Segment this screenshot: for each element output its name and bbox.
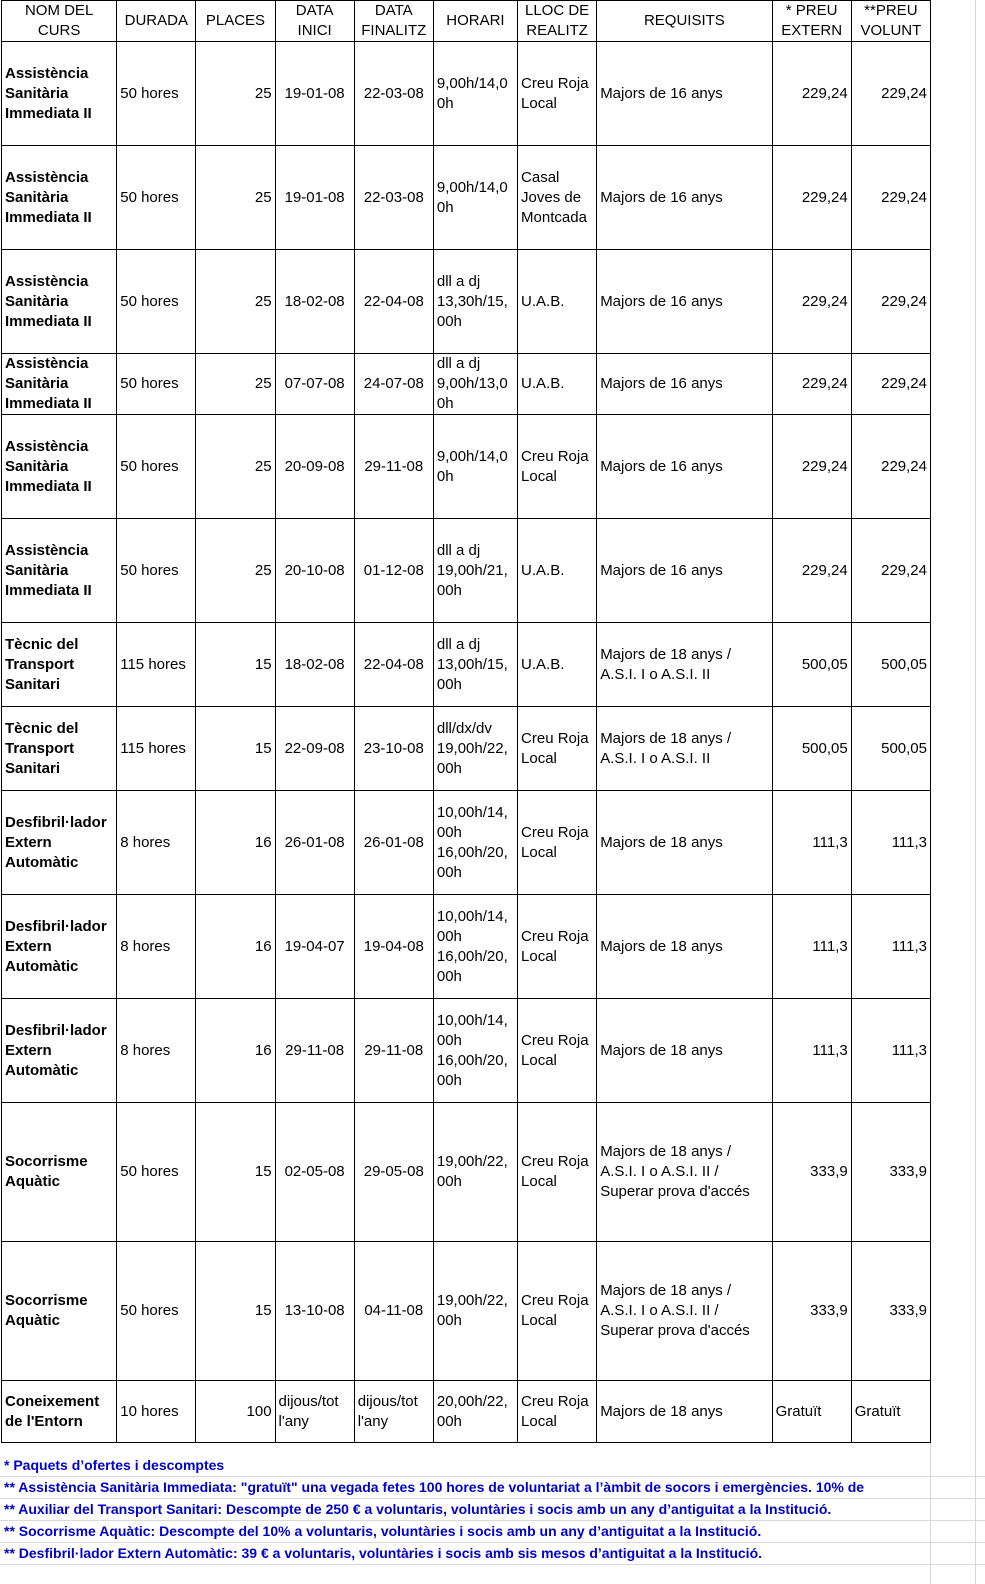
horari-cell: 10,00h/14, 00h 16,00h/20, 00h (433, 999, 517, 1103)
course-name-cell: Socorrisme Aquàtic (2, 1103, 117, 1242)
durada-cell: 50 hores (117, 146, 196, 250)
requisits-cell: Majors de 16 anys (597, 146, 772, 250)
lloc-cell: U.A.B. (518, 354, 597, 415)
footnote: ** Assistència Sanitària Immediata: "gratuït" una vegada fetes 100 hores de voluntariat a l’àmbit de socors i emergències. 10% de (0, 1477, 985, 1499)
data-inici-cell: 19-04-07 (275, 895, 354, 999)
requisits-cell: Majors de 16 anys (597, 250, 772, 354)
lloc-cell: Creu Roja Local (518, 895, 597, 999)
data-final-cell: 22-03-08 (354, 146, 433, 250)
course-name-cell: Assistència Sanitària Immediata II (2, 146, 117, 250)
requisits-cell: Majors de 16 anys (597, 415, 772, 519)
lloc-cell: Creu Roja Local (518, 1103, 597, 1242)
course-name-cell: Tècnic del Transport Sanitari (2, 623, 117, 707)
course-name-cell: Desfibril·lador Extern Automàtic (2, 791, 117, 895)
table-row (2, 1242, 931, 1381)
data-inici-cell: 26-01-08 (275, 791, 354, 895)
header-preu-volunt: **PREU VOLUNT (851, 1, 930, 42)
data-inici-cell: 29-11-08 (275, 999, 354, 1103)
data-final-cell: 22-03-08 (354, 42, 433, 146)
preu-extern-cell: 229,24 (772, 250, 851, 354)
data-inici-cell: 07-07-08 (275, 354, 354, 415)
header-lloc: LLOC DE REALITZ (518, 1, 597, 42)
header-data-inici: DATA INICI (275, 1, 354, 42)
preu-extern-cell: 229,24 (772, 146, 851, 250)
lloc-cell: U.A.B. (518, 519, 597, 623)
header-places: PLACES (196, 1, 275, 42)
lloc-cell: U.A.B. (518, 250, 597, 354)
course-name-cell: Assistència Sanitària Immediata II (2, 519, 117, 623)
data-inici-cell: 18-02-08 (275, 623, 354, 707)
header-durada: DURADA (117, 1, 196, 42)
lloc-cell: Creu Roja Local (518, 415, 597, 519)
requisits-cell: Majors de 16 anys (597, 42, 772, 146)
horari-cell: 9,00h/14,0 0h (433, 146, 517, 250)
course-name-cell: Socorrisme Aquàtic (2, 1242, 117, 1381)
places-cell: 25 (196, 519, 275, 623)
course-name-cell: Assistència Sanitària Immediata II (2, 415, 117, 519)
footnote: ** Socorrisme Aquàtic: Descompte del 10% a voluntaris, voluntàries i socis amb un any d’antiguitat a la Institució. (0, 1521, 985, 1543)
table-row (2, 1381, 931, 1443)
requisits-cell: Majors de 18 anys / A.S.I. I o A.S.I. II (597, 707, 772, 791)
horari-cell: dll a dj 13,30h/15, 00h (433, 250, 517, 354)
horari-cell: 10,00h/14, 00h 16,00h/20, 00h (433, 791, 517, 895)
durada-cell: 8 hores (117, 999, 196, 1103)
preu-volunt-cell: 229,24 (851, 354, 930, 415)
durada-cell: 115 hores (117, 707, 196, 791)
table-row (2, 1103, 931, 1242)
table-row (2, 146, 931, 250)
header-nom: NOM DEL CURS (2, 1, 117, 42)
preu-volunt-cell: 229,24 (851, 146, 930, 250)
preu-extern-cell: 333,9 (772, 1242, 851, 1381)
horari-cell: 10,00h/14, 00h 16,00h/20, 00h (433, 895, 517, 999)
preu-extern-cell: 229,24 (772, 42, 851, 146)
durada-cell: 50 hores (117, 1242, 196, 1381)
places-cell: 25 (196, 415, 275, 519)
footnote: ** Desfibril·lador Extern Automàtic: 39 € a voluntaris, voluntàries i socis amb sis mesos d’antiguitat a la Institució. (0, 1543, 985, 1565)
places-cell: 15 (196, 707, 275, 791)
requisits-cell: Majors de 18 anys (597, 791, 772, 895)
data-final-cell: 23-10-08 (354, 707, 433, 791)
table-row (2, 895, 931, 999)
horari-cell: dll a dj 9,00h/13,0 0h (433, 354, 517, 415)
data-inici-cell: dijous/tot l'any (275, 1381, 354, 1443)
data-final-cell: 04-11-08 (354, 1242, 433, 1381)
data-inici-cell: 18-02-08 (275, 250, 354, 354)
preu-extern-cell: 111,3 (772, 791, 851, 895)
lloc-cell: Creu Roja Local (518, 42, 597, 146)
data-final-cell: 22-04-08 (354, 250, 433, 354)
requisits-cell: Majors de 18 anys / A.S.I. I o A.S.I. II / Superar prova d'accés (597, 1103, 772, 1242)
course-name-cell: Assistència Sanitària Immediata II (2, 42, 117, 146)
durada-cell: 50 hores (117, 519, 196, 623)
preu-volunt-cell: 500,05 (851, 707, 930, 791)
preu-volunt-cell: 229,24 (851, 519, 930, 623)
table-row (2, 354, 931, 415)
preu-extern-cell: 500,05 (772, 623, 851, 707)
horari-cell: dll a dj 13,00h/15, 00h (433, 623, 517, 707)
data-inici-cell: 20-10-08 (275, 519, 354, 623)
places-cell: 16 (196, 999, 275, 1103)
courses-table (1, 0, 931, 1443)
preu-volunt-cell: 111,3 (851, 999, 930, 1103)
table-row (2, 791, 931, 895)
table-row (2, 415, 931, 519)
preu-extern-cell: 229,24 (772, 415, 851, 519)
places-cell: 25 (196, 250, 275, 354)
horari-cell: 9,00h/14,0 0h (433, 42, 517, 146)
data-final-cell: 29-05-08 (354, 1103, 433, 1242)
data-final-cell: 22-04-08 (354, 623, 433, 707)
preu-extern-cell: 111,3 (772, 895, 851, 999)
data-final-cell: 24-07-08 (354, 354, 433, 415)
places-cell: 25 (196, 42, 275, 146)
lloc-cell: Creu Roja Local (518, 1242, 597, 1381)
places-cell: 16 (196, 791, 275, 895)
preu-volunt-cell: 333,9 (851, 1103, 930, 1242)
horari-cell: 9,00h/14,0 0h (433, 415, 517, 519)
places-cell: 15 (196, 1242, 275, 1381)
course-name-cell: Desfibril·lador Extern Automàtic (2, 895, 117, 999)
table-row (2, 519, 931, 623)
requisits-cell: Majors de 18 anys / A.S.I. I o A.S.I. II / Superar prova d'accés (597, 1242, 772, 1381)
requisits-cell: Majors de 18 anys (597, 999, 772, 1103)
places-cell: 25 (196, 354, 275, 415)
preu-extern-cell: 229,24 (772, 519, 851, 623)
data-final-cell: 19-04-08 (354, 895, 433, 999)
durada-cell: 50 hores (117, 1103, 196, 1242)
lloc-cell: U.A.B. (518, 623, 597, 707)
header-data-finalitz: DATA FINALITZ (354, 1, 433, 42)
course-name-cell: Assistència Sanitària Immediata II (2, 250, 117, 354)
header-horari: HORARI (433, 1, 517, 42)
preu-extern-cell: Gratuït (772, 1381, 851, 1443)
places-cell: 100 (196, 1381, 275, 1443)
data-final-cell: 26-01-08 (354, 791, 433, 895)
preu-extern-cell: 500,05 (772, 707, 851, 791)
horari-cell: 19,00h/22, 00h (433, 1242, 517, 1381)
preu-volunt-cell: Gratuït (851, 1381, 930, 1443)
durada-cell: 50 hores (117, 250, 196, 354)
durada-cell: 10 hores (117, 1381, 196, 1443)
preu-volunt-cell: 500,05 (851, 623, 930, 707)
data-inici-cell: 19-01-08 (275, 42, 354, 146)
horari-cell: 20,00h/22, 00h (433, 1381, 517, 1443)
table-row (2, 623, 931, 707)
course-name-cell: Desfibril·lador Extern Automàtic (2, 999, 117, 1103)
durada-cell: 50 hores (117, 354, 196, 415)
data-inici-cell: 13-10-08 (275, 1242, 354, 1381)
table-row (2, 707, 931, 791)
data-final-cell: 29-11-08 (354, 415, 433, 519)
table-row (2, 999, 931, 1103)
course-name-cell: Tècnic del Transport Sanitari (2, 707, 117, 791)
lloc-cell: Casal Joves de Montcada (518, 146, 597, 250)
table-row (2, 250, 931, 354)
lloc-cell: Creu Roja Local (518, 791, 597, 895)
course-name-cell: Assistència Sanitària Immediata II (2, 354, 117, 415)
table-row (2, 42, 931, 146)
course-name-cell: Coneixement de l'Entorn (2, 1381, 117, 1443)
requisits-cell: Majors de 16 anys (597, 354, 772, 415)
header-requisits: REQUISITS (597, 1, 772, 42)
durada-cell: 50 hores (117, 42, 196, 146)
places-cell: 16 (196, 895, 275, 999)
durada-cell: 50 hores (117, 415, 196, 519)
preu-volunt-cell: 111,3 (851, 895, 930, 999)
preu-extern-cell: 333,9 (772, 1103, 851, 1242)
preu-volunt-cell: 333,9 (851, 1242, 930, 1381)
lloc-cell: Creu Roja Local (518, 707, 597, 791)
grid-line (975, 0, 976, 1584)
data-inici-cell: 02-05-08 (275, 1103, 354, 1242)
data-final-cell: dijous/tot l'any (354, 1381, 433, 1443)
durada-cell: 115 hores (117, 623, 196, 707)
preu-volunt-cell: 229,24 (851, 415, 930, 519)
places-cell: 15 (196, 623, 275, 707)
footnotes (0, 1455, 985, 1565)
preu-extern-cell: 229,24 (772, 354, 851, 415)
horari-cell: dll a dj 19,00h/21, 00h (433, 519, 517, 623)
preu-volunt-cell: 229,24 (851, 250, 930, 354)
durada-cell: 8 hores (117, 895, 196, 999)
lloc-cell: Creu Roja Local (518, 999, 597, 1103)
durada-cell: 8 hores (117, 791, 196, 895)
header-preu-extern: * PREU EXTERN (772, 1, 851, 42)
preu-extern-cell: 111,3 (772, 999, 851, 1103)
horari-cell: dll/dx/dv 19,00h/22, 00h (433, 707, 517, 791)
requisits-cell: Majors de 18 anys / A.S.I. I o A.S.I. II (597, 623, 772, 707)
preu-volunt-cell: 229,24 (851, 42, 930, 146)
data-inici-cell: 19-01-08 (275, 146, 354, 250)
requisits-cell: Majors de 18 anys (597, 1381, 772, 1443)
footnote: * Paquets d’ofertes i descomptes (0, 1455, 985, 1477)
horari-cell: 19,00h/22, 00h (433, 1103, 517, 1242)
requisits-cell: Majors de 16 anys (597, 519, 772, 623)
header-row (2, 1, 931, 42)
places-cell: 25 (196, 146, 275, 250)
data-inici-cell: 22-09-08 (275, 707, 354, 791)
footnote: ** Auxiliar del Transport Sanitari: Descompte de 250 € a voluntaris, voluntàries i socis amb un any d’antiguitat a la Institució. (0, 1499, 985, 1521)
data-final-cell: 01-12-08 (354, 519, 433, 623)
data-final-cell: 29-11-08 (354, 999, 433, 1103)
preu-volunt-cell: 111,3 (851, 791, 930, 895)
places-cell: 15 (196, 1103, 275, 1242)
requisits-cell: Majors de 18 anys (597, 895, 772, 999)
data-inici-cell: 20-09-08 (275, 415, 354, 519)
lloc-cell: Creu Roja Local (518, 1381, 597, 1443)
